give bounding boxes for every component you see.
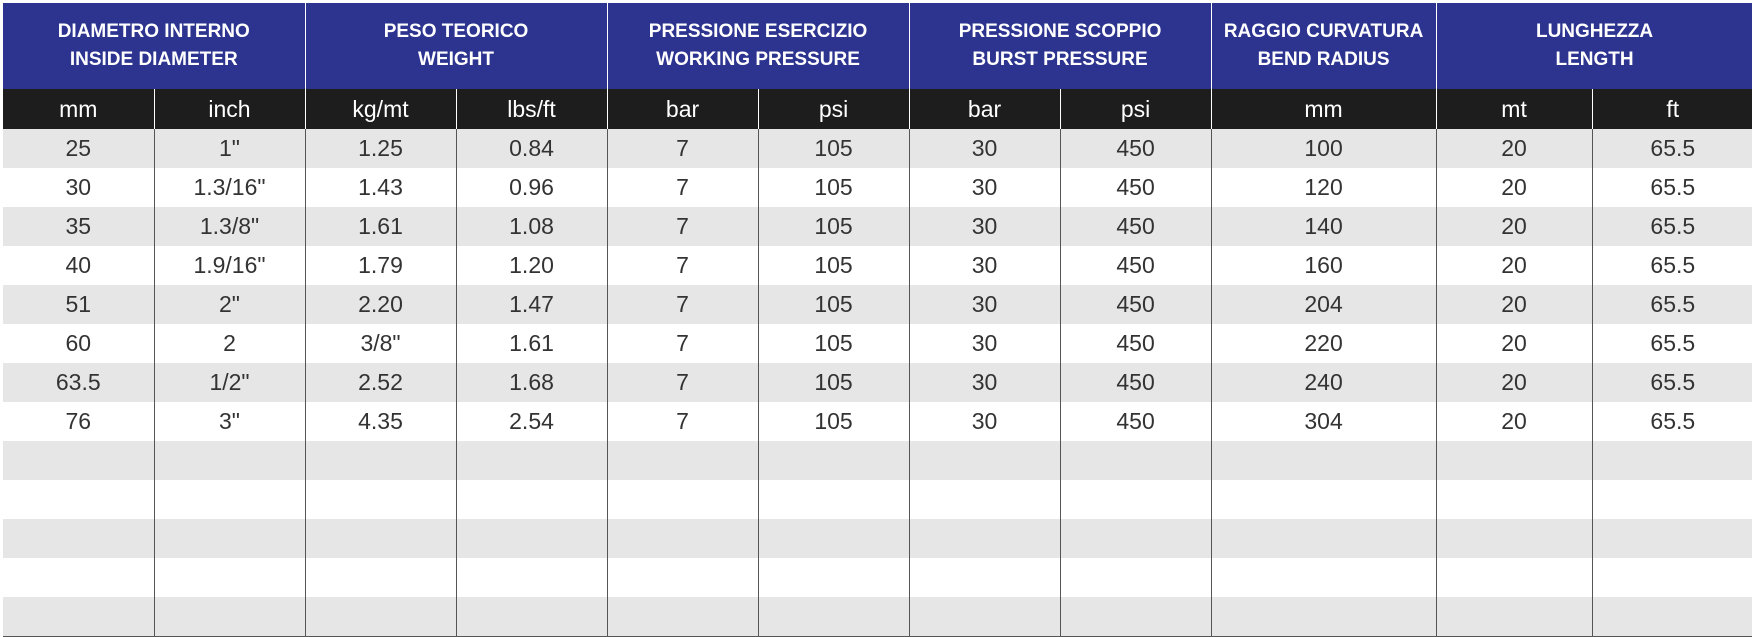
table-cell: 60: [3, 324, 154, 363]
table-cell: 450: [1060, 363, 1211, 402]
group-header-length: [1436, 3, 1752, 89]
table-cell: 0.84: [456, 129, 607, 168]
table-cell: 2": [154, 285, 305, 324]
unit-header: mm: [3, 89, 154, 129]
table-cell: 240: [1211, 363, 1436, 402]
group-header-inside-diameter: [3, 3, 305, 89]
table-cell: [1060, 441, 1211, 480]
table-cell: 105: [758, 129, 909, 168]
table-cell: 7: [607, 207, 758, 246]
table-cell: [3, 558, 154, 597]
table-cell: 105: [758, 324, 909, 363]
table-cell: 30: [909, 363, 1060, 402]
table-cell: 3/8": [305, 324, 456, 363]
group-header-weight: [305, 3, 607, 89]
table-cell: [758, 597, 909, 636]
table-cell: 65.5: [1592, 363, 1752, 402]
table-cell: 105: [758, 402, 909, 441]
group-header-label-en: LENGTH: [1555, 49, 1634, 70]
group-header-label-en: BEND RADIUS: [1257, 49, 1390, 70]
table-cell: 30: [909, 129, 1060, 168]
table-cell: [909, 441, 1060, 480]
table-cell: [1592, 519, 1752, 558]
table-cell: [1436, 441, 1592, 480]
group-header-working-pressure: [607, 3, 909, 89]
table-cell: [1592, 480, 1752, 519]
table-cell: 40: [3, 246, 154, 285]
table-cell: [305, 441, 456, 480]
table-cell: [1436, 558, 1592, 597]
table-cell: [456, 480, 607, 519]
table-cell: 160: [1211, 246, 1436, 285]
table-cell: [1060, 558, 1211, 597]
table-cell: [3, 441, 154, 480]
table-cell: [607, 441, 758, 480]
table-cell: [3, 480, 154, 519]
unit-header: bar: [909, 89, 1060, 129]
table-cell: 20: [1436, 168, 1592, 207]
unit-header: mm: [1211, 89, 1436, 129]
table-cell: [909, 519, 1060, 558]
table-cell: 1.61: [305, 207, 456, 246]
table-cell: 450: [1060, 402, 1211, 441]
table-cell: 76: [3, 402, 154, 441]
table-cell: 120: [1211, 168, 1436, 207]
table-cell: 20: [1436, 402, 1592, 441]
table-row: [3, 402, 1752, 441]
spec-table: [3, 3, 1752, 637]
table-cell: 7: [607, 363, 758, 402]
table-row: [3, 168, 1752, 207]
table-row: [3, 558, 1752, 597]
group-header-row: [3, 3, 1752, 89]
table-cell: [607, 597, 758, 636]
table-cell: 304: [1211, 402, 1436, 441]
table-cell: [909, 558, 1060, 597]
table-cell: [1436, 519, 1592, 558]
table-cell: [758, 519, 909, 558]
table-cell: [154, 441, 305, 480]
table-cell: 35: [3, 207, 154, 246]
table-cell: 450: [1060, 324, 1211, 363]
table-body: [3, 129, 1752, 636]
table-cell: 1.47: [456, 285, 607, 324]
table-cell: [456, 441, 607, 480]
table-cell: 1.3/16": [154, 168, 305, 207]
group-header-label-it: PRESSIONE ESERCIZIO: [648, 21, 868, 42]
table-row: [3, 441, 1752, 480]
group-header-label-it: PESO TEORICO: [383, 21, 529, 42]
table-row: [3, 246, 1752, 285]
table-cell: 2.20: [305, 285, 456, 324]
table-cell: [1592, 441, 1752, 480]
table-cell: 105: [758, 168, 909, 207]
table-cell: 1.25: [305, 129, 456, 168]
table-cell: [3, 597, 154, 636]
group-header-label-en: WORKING PRESSURE: [656, 49, 860, 70]
table-cell: 1": [154, 129, 305, 168]
unit-header: ft: [1592, 89, 1752, 129]
table-cell: [456, 519, 607, 558]
table-cell: 30: [909, 207, 1060, 246]
table-cell: 30: [909, 402, 1060, 441]
table-cell: 30: [909, 285, 1060, 324]
table-cell: 7: [607, 402, 758, 441]
table-cell: 65.5: [1592, 285, 1752, 324]
table-cell: 7: [607, 168, 758, 207]
table-cell: 65.5: [1592, 207, 1752, 246]
table-cell: [607, 480, 758, 519]
table-row: [3, 285, 1752, 324]
table-cell: 30: [909, 324, 1060, 363]
table-cell: 65.5: [1592, 246, 1752, 285]
table-cell: 30: [909, 246, 1060, 285]
unit-header: kg/mt: [305, 89, 456, 129]
group-header-label-en: INSIDE DIAMETER: [69, 49, 238, 70]
table-cell: 1.9/16": [154, 246, 305, 285]
table-cell: 1.3/8": [154, 207, 305, 246]
unit-header: lbs/ft: [456, 89, 607, 129]
table-cell: 450: [1060, 129, 1211, 168]
table-cell: [1211, 519, 1436, 558]
table-cell: [305, 480, 456, 519]
table-cell: 51: [3, 285, 154, 324]
table-row: [3, 324, 1752, 363]
table-cell: 1.43: [305, 168, 456, 207]
table-cell: 30: [909, 168, 1060, 207]
table-cell: 4.35: [305, 402, 456, 441]
table-cell: 7: [607, 285, 758, 324]
table-cell: [154, 480, 305, 519]
table-cell: 63.5: [3, 363, 154, 402]
group-header-label-en: WEIGHT: [418, 49, 495, 70]
table-cell: 220: [1211, 324, 1436, 363]
table-cell: [1060, 480, 1211, 519]
table-cell: 450: [1060, 207, 1211, 246]
table-cell: [456, 597, 607, 636]
unit-header: mt: [1436, 89, 1592, 129]
table-cell: 2.52: [305, 363, 456, 402]
table-cell: [1592, 597, 1752, 636]
table-cell: 450: [1060, 168, 1211, 207]
table-cell: 100: [1211, 129, 1436, 168]
table-cell: [154, 519, 305, 558]
table-cell: 65.5: [1592, 129, 1752, 168]
table-cell: 3": [154, 402, 305, 441]
table-cell: 65.5: [1592, 168, 1752, 207]
table-cell: [607, 519, 758, 558]
table-cell: 7: [607, 129, 758, 168]
table-cell: 25: [3, 129, 154, 168]
unit-header: psi: [758, 89, 909, 129]
table-cell: [1060, 597, 1211, 636]
table-cell: 204: [1211, 285, 1436, 324]
table-row: [3, 363, 1752, 402]
table-cell: 2: [154, 324, 305, 363]
group-header-label-it: PRESSIONE SCOPPIO: [958, 21, 1162, 42]
table-cell: [456, 558, 607, 597]
table-cell: [1211, 597, 1436, 636]
table-cell: 1/2": [154, 363, 305, 402]
table-cell: 105: [758, 363, 909, 402]
table-cell: [305, 519, 456, 558]
table-cell: 1.20: [456, 246, 607, 285]
table-cell: 20: [1436, 285, 1592, 324]
table-cell: 65.5: [1592, 324, 1752, 363]
table-row: [3, 597, 1752, 636]
table-cell: [758, 558, 909, 597]
table-cell: 105: [758, 246, 909, 285]
table-cell: [909, 480, 1060, 519]
group-header-label-en: BURST PRESSURE: [972, 49, 1148, 70]
table-cell: 20: [1436, 207, 1592, 246]
table-cell: [1211, 558, 1436, 597]
table-cell: 20: [1436, 246, 1592, 285]
table-cell: [758, 441, 909, 480]
table-cell: 30: [3, 168, 154, 207]
table-cell: 7: [607, 246, 758, 285]
table-cell: [607, 558, 758, 597]
table-cell: 65.5: [1592, 402, 1752, 441]
table-cell: [1211, 480, 1436, 519]
table-cell: [1436, 597, 1592, 636]
table-cell: [1436, 480, 1592, 519]
unit-header: inch: [154, 89, 305, 129]
table-cell: 105: [758, 285, 909, 324]
table-row: [3, 519, 1752, 558]
table-cell: 0.96: [456, 168, 607, 207]
table-cell: [1592, 558, 1752, 597]
table-cell: [1211, 441, 1436, 480]
unit-header: bar: [607, 89, 758, 129]
table-cell: [154, 558, 305, 597]
table-row: [3, 480, 1752, 519]
table-row: [3, 129, 1752, 168]
table-cell: [758, 480, 909, 519]
group-header-bend-radius: [1211, 3, 1436, 89]
table-cell: 7: [607, 324, 758, 363]
group-header-label-it: RAGGIO CURVATURA: [1223, 21, 1424, 42]
table-cell: 1.61: [456, 324, 607, 363]
group-header-label-it: LUNGHEZZA: [1535, 21, 1654, 42]
table-cell: [1060, 519, 1211, 558]
table-cell: 450: [1060, 246, 1211, 285]
table-cell: [909, 597, 1060, 636]
table-cell: 1.08: [456, 207, 607, 246]
table-cell: [305, 558, 456, 597]
table-cell: [154, 597, 305, 636]
unit-header-row: [3, 89, 1752, 129]
table-cell: 20: [1436, 129, 1592, 168]
table-cell: 450: [1060, 285, 1211, 324]
group-header-label-it: DIAMETRO INTERNO: [57, 21, 250, 42]
table-cell: 140: [1211, 207, 1436, 246]
table-cell: 20: [1436, 324, 1592, 363]
table-cell: [305, 597, 456, 636]
table-row: [3, 207, 1752, 246]
table-cell: 1.68: [456, 363, 607, 402]
table-cell: 2.54: [456, 402, 607, 441]
table-cell: [3, 519, 154, 558]
table-cell: 1.79: [305, 246, 456, 285]
table-cell: 105: [758, 207, 909, 246]
unit-header: psi: [1060, 89, 1211, 129]
group-header-burst-pressure: [909, 3, 1211, 89]
table-cell: 20: [1436, 363, 1592, 402]
